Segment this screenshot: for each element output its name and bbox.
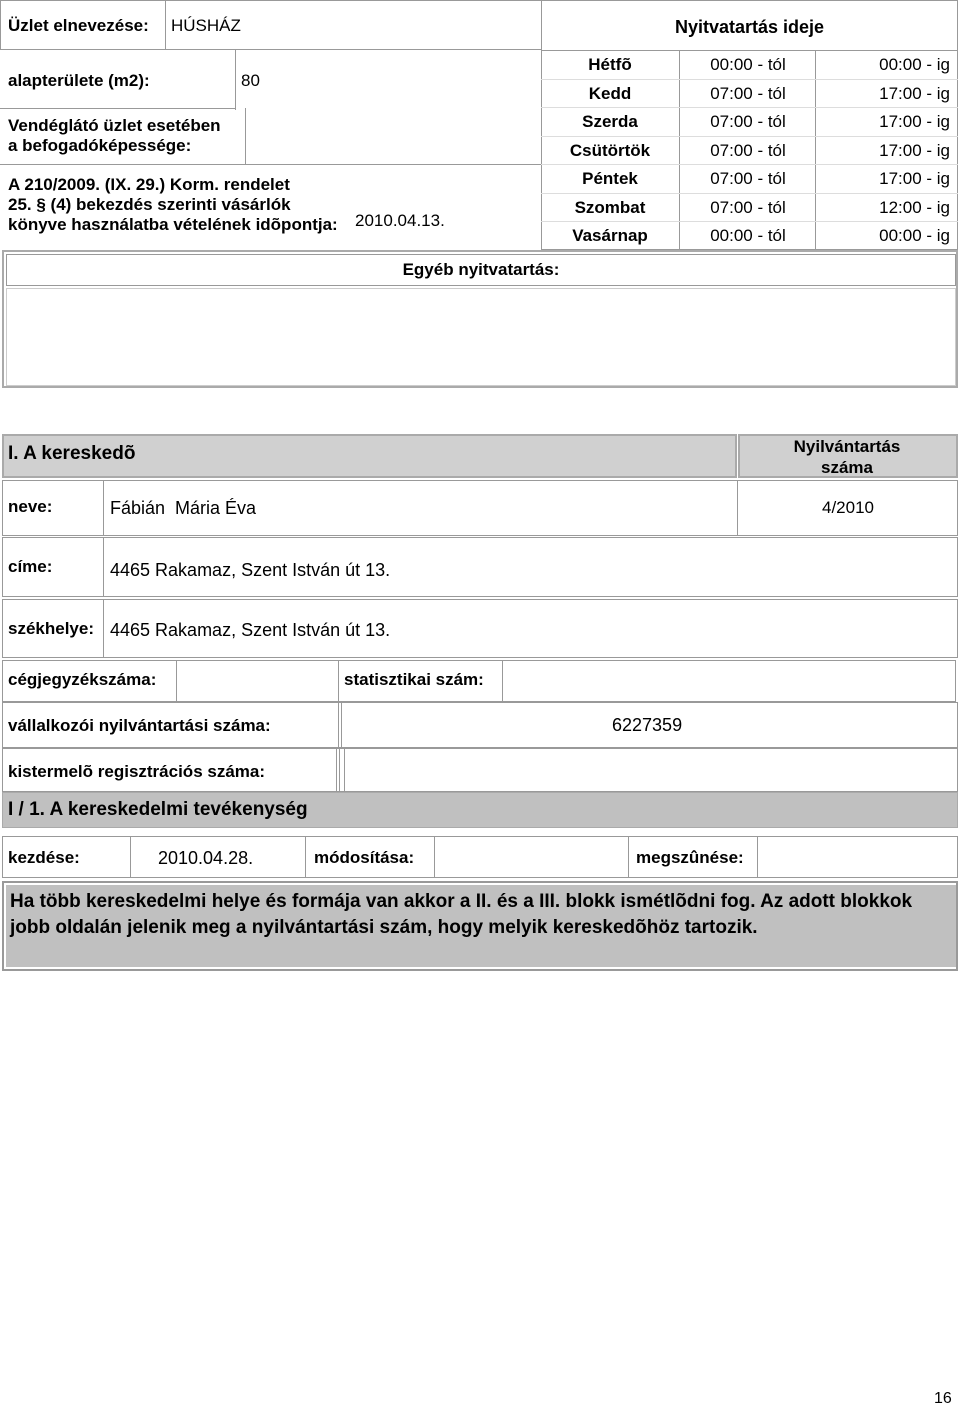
hours-to-1: 17:00 - ig — [879, 84, 950, 103]
note-text: Ha több kereskedelmi helye és formája van akkor a II. és a III. blokk ismétlõdni fog. Az adott blokkok jobb oldalán jelenik meg a nyilvántartási szám, hogy melyik kereskedõhöz tartozik. — [10, 891, 913, 938]
hours-day-0: Hétfõ — [588, 55, 632, 74]
regulation-date: 2010.04.13. — [355, 211, 445, 230]
hours-day-2: Szerda — [582, 112, 638, 131]
merchant-name-label: neve: — [8, 497, 53, 516]
registry-header: Nyilvántartás száma — [793, 437, 901, 477]
store-area-value-cell — [235, 50, 542, 110]
activity-dates-row — [2, 836, 958, 878]
entrepreneur-value: 6227359 — [612, 715, 683, 735]
regulation-line-1: A 210/2009. (IX. 29.) Korm. rendelet — [8, 175, 290, 194]
hours-row-divider — [541, 79, 958, 80]
other-hours-label: Egyéb nyitvatartás: — [402, 260, 560, 279]
store-name-value: HÚSHÁZ — [171, 16, 241, 35]
hours-day-6: Vasárnap — [572, 226, 648, 245]
merchant-section-title: I. A kereskedõ — [8, 443, 136, 464]
regulation-line-3: könyve használatba vételének idõpontja: — [8, 215, 338, 234]
hours-row-divider — [541, 193, 958, 194]
hours-to-6: 00:00 - ig — [879, 226, 950, 245]
hours-from-0: 00:00 - tól — [710, 55, 786, 74]
store-area-value: 80 — [241, 71, 260, 90]
merchant-seat-label: székhelye: — [8, 619, 94, 638]
page-number: 16 — [934, 1390, 952, 1407]
activity-section-title: I / 1. A kereskedelmi tevékenység — [8, 799, 308, 820]
capacity-label-2: a befogadóképessége: — [8, 136, 192, 155]
activity-start-label: kezdése: — [8, 848, 80, 867]
opening-hours-title: Nyitvatartás ideje — [674, 17, 825, 37]
hours-from-3: 07:00 - tól — [710, 141, 786, 160]
producer-label: kistermelõ regisztrációs száma: — [8, 762, 266, 781]
hours-from-1: 07:00 - tól — [710, 84, 786, 103]
hours-to-0: 00:00 - ig — [879, 55, 950, 74]
entrepreneur-label: vállalkozói nyilvántartási száma: — [8, 716, 271, 735]
hours-from-5: 07:00 - tól — [710, 198, 786, 217]
merchant-seat-value: 4465 Rakamaz, Szent István út 13. — [110, 620, 391, 640]
hours-day-4: Péntek — [582, 169, 638, 188]
merchant-name-value: Fábián Mária Éva — [110, 498, 257, 518]
hours-to-3: 17:00 - ig — [879, 141, 950, 160]
hours-row-divider — [541, 107, 958, 108]
hours-day-3: Csütörtök — [569, 141, 651, 160]
other-hours-area — [6, 288, 956, 386]
hours-row-divider — [541, 136, 958, 137]
hours-day-1: Kedd — [588, 84, 632, 103]
merchant-address-label: címe: — [8, 557, 53, 576]
stat-number-label: statisztikai szám: — [344, 670, 484, 689]
hours-row-divider — [541, 221, 958, 222]
hours-from-6: 00:00 - tól — [710, 226, 786, 245]
regulation-line-2: 25. § (4) bekezdés szerinti vásárlók — [8, 195, 291, 214]
hours-to-2: 17:00 - ig — [879, 112, 950, 131]
company-reg-label: cégjegyzékszáma: — [8, 670, 157, 689]
hours-row-divider — [541, 164, 958, 165]
hours-from-2: 07:00 - tól — [710, 112, 786, 131]
registry-number: 4/2010 — [822, 498, 874, 517]
merchant-address-value: 4465 Rakamaz, Szent István út 13. — [110, 560, 391, 580]
hours-to-5: 12:00 - ig — [879, 198, 950, 217]
capacity-label-1: Vendéglátó üzlet esetében — [8, 116, 221, 135]
store-name-label: Üzlet elnevezése: — [8, 16, 149, 35]
hours-to-4: 17:00 - ig — [879, 169, 950, 188]
activity-start-value: 2010.04.28. — [158, 848, 254, 868]
activity-modify-label: módosítása: — [314, 848, 415, 867]
hours-day-5: Szombat — [574, 198, 646, 217]
activity-end-label: megszûnése: — [636, 848, 744, 867]
hours-from-4: 07:00 - tól — [710, 169, 786, 188]
store-area-label: alapterülete (m2): — [8, 71, 150, 90]
